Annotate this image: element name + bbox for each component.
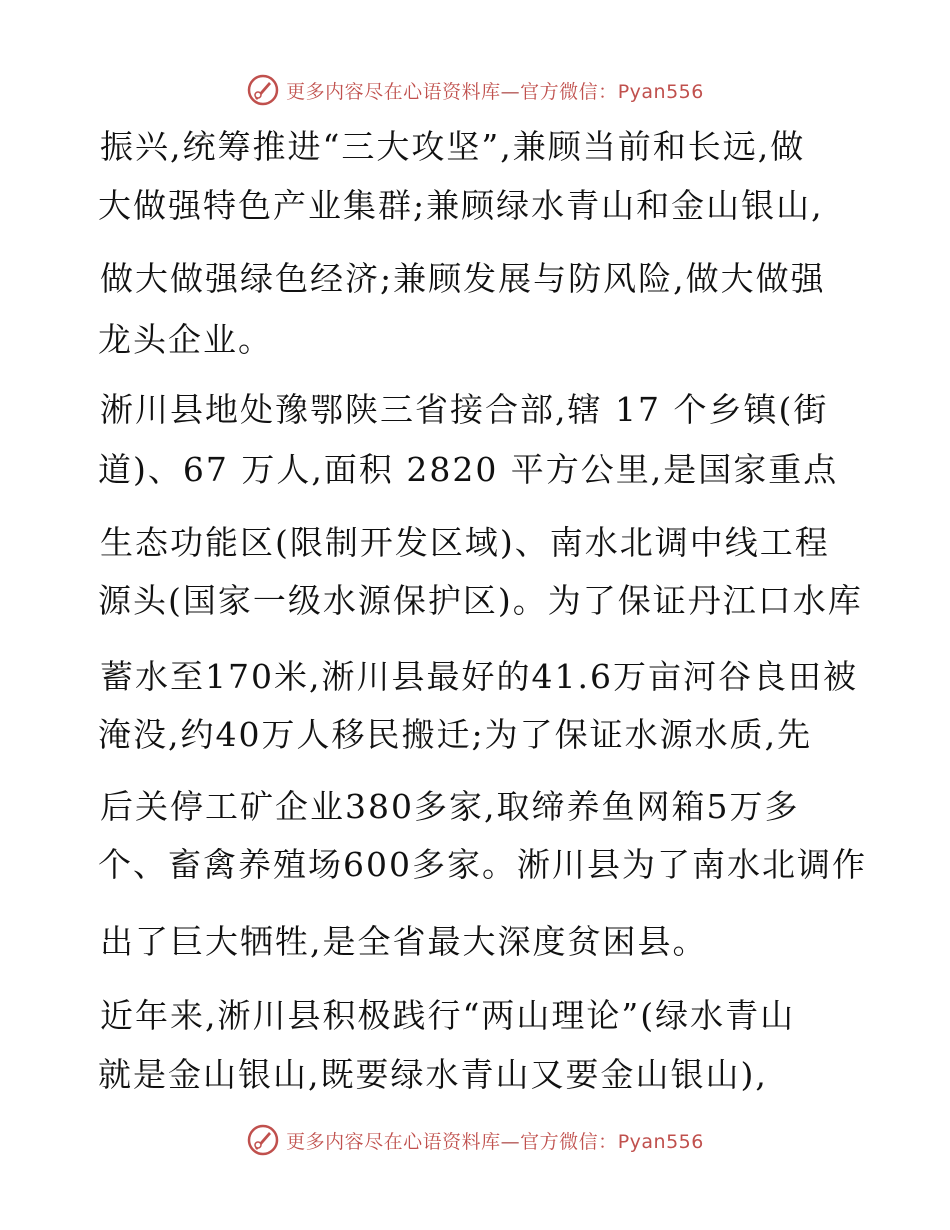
- quill-logo-icon: [246, 1123, 280, 1157]
- watermark-wechat-label: 官方微信：: [520, 80, 618, 103]
- text-line: 大做强特色产业集群;兼顾绿水青山和金山银山,: [98, 186, 824, 225]
- text-line: 近年来,淅川县积极践行“两山理论”(绿水青山: [100, 996, 796, 1035]
- footer-watermark: [0, 1120, 950, 1160]
- text-line: 出了巨大牺牲,是全省最大深度贫困县。: [100, 922, 708, 961]
- watermark-wechat-id: Pyan556: [617, 80, 704, 103]
- text-line: 龙头企业。: [98, 320, 273, 359]
- text-line: 就是金山银山,既要绿水青山又要金山银山),: [98, 1055, 768, 1094]
- text-line: 后关停工矿企业380多家,取缔养鱼网箱5万多: [100, 787, 800, 826]
- watermark-wechat-id: Pyan556: [617, 1130, 704, 1153]
- text-line: 淹没,约40万人移民搬迁;为了保证水源水质,先: [98, 715, 813, 754]
- text-line: 道)、67 万人,面积 2820 平方公里,是国家重点: [98, 450, 839, 489]
- watermark-text: [286, 77, 704, 104]
- watermark-text: [286, 1127, 704, 1154]
- quill-logo-icon: [246, 73, 280, 107]
- watermark-separator: —: [500, 1130, 521, 1153]
- text-line: 蓄水至170米,淅川县最好的41.6万亩河谷良田被: [100, 657, 858, 696]
- text-line: 生态功能区(限制开发区域)、南水北调中线工程: [100, 523, 830, 562]
- text-line: 淅川县地处豫鄂陕三省接合部,辖 17 个乡镇(街: [100, 390, 829, 429]
- watermark-site: 更多内容尽在心语资料库: [286, 1130, 501, 1153]
- text-line: 个、畜禽养殖场600多家。淅川县为了南水北调作: [98, 845, 867, 884]
- text-line: 源头(国家一级水源保护区)。为了保证丹江口水库: [98, 581, 863, 620]
- text-line: 振兴,统筹推进“三大攻坚”,兼顾当前和长远,做: [100, 127, 806, 166]
- watermark-site: 更多内容尽在心语资料库: [286, 80, 501, 103]
- header-watermark: [0, 70, 950, 110]
- watermark-separator: —: [500, 80, 521, 103]
- text-line: 做大做强绿色经济;兼顾发展与防风险,做大做强: [100, 259, 826, 298]
- watermark-wechat-label: 官方微信：: [520, 1130, 618, 1153]
